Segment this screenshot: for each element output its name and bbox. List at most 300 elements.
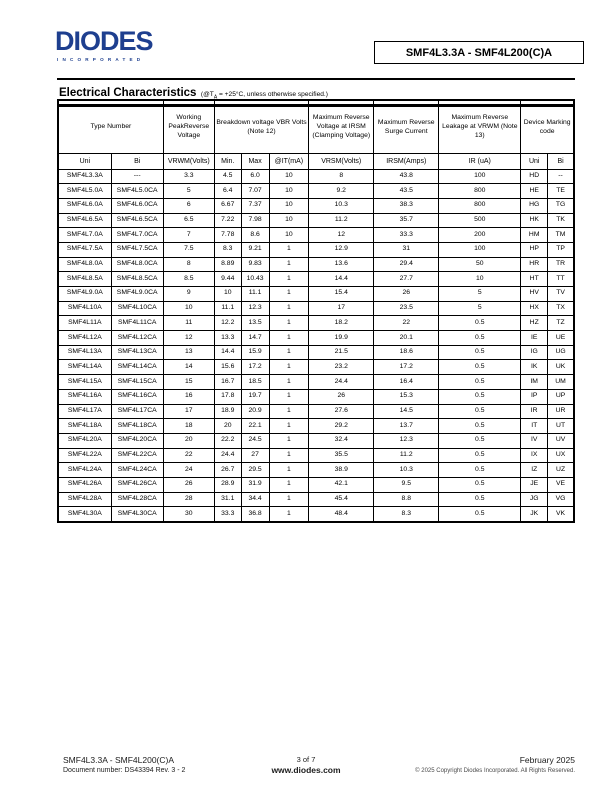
table-cell: 5 [439, 301, 521, 316]
column-header: IR (uA) [439, 153, 521, 169]
table-cell: SMF4L24CA [111, 463, 163, 478]
table-cell: SMF4L13A [58, 345, 111, 360]
table-cell: SMF4L8.0A [58, 257, 111, 272]
table-cell: 17.8 [214, 389, 241, 404]
table-cell: 8.8 [374, 492, 439, 507]
table-row [58, 375, 574, 390]
table-cell: SMF4L7.0CA [111, 228, 163, 243]
part-number-box [374, 41, 584, 64]
table-row [58, 272, 574, 287]
table-cell: 29.4 [374, 257, 439, 272]
table-cell: SMF4L15CA [111, 375, 163, 390]
part-number-range: SMF4L3.3A - SMF4L200(C)A [405, 46, 553, 59]
table-cell: IE [521, 331, 548, 346]
table-cell: 27.6 [309, 404, 374, 419]
table-cell: 10 [439, 272, 521, 287]
table-cell: SMF4L6.0A [58, 198, 111, 213]
table-cell: 6.67 [214, 198, 241, 213]
table-cell: 15 [163, 375, 214, 390]
website-link[interactable]: www.diodes.com [271, 765, 341, 775]
table-cell: IG [521, 345, 548, 360]
table-cell: UK [548, 360, 574, 375]
column-group-header: Maximum Reverse Leakage at VRWM (Note 13) [439, 100, 521, 153]
table-cell: 45.4 [309, 492, 374, 507]
table-row [58, 213, 574, 228]
table-cell: 22 [163, 448, 214, 463]
table-cell: 1 [269, 242, 309, 257]
diodes-logo [55, 28, 175, 62]
table-cell: HV [521, 287, 548, 302]
table-cell: TK [548, 213, 574, 228]
table-cell: 7.37 [241, 198, 269, 213]
table-cell: VK [548, 507, 574, 522]
table-cell: 800 [439, 198, 521, 213]
table-cell: 1 [269, 345, 309, 360]
table-cell: 10 [269, 198, 309, 213]
table-row [58, 198, 574, 213]
table-row [58, 507, 574, 522]
diodes-logo-subtext: INCORPORATED [57, 57, 145, 62]
table-cell: SMF4L16CA [111, 389, 163, 404]
table-cell: 15.3 [374, 389, 439, 404]
table-cell: 8.5 [163, 272, 214, 287]
table-cell: SMF4L26A [58, 477, 111, 492]
page-number: 3 of 7 [296, 755, 316, 764]
table-cell: 20 [163, 433, 214, 448]
table-cell: 19.7 [241, 389, 269, 404]
table-cell: 6.5 [163, 213, 214, 228]
table-cell: UM [548, 375, 574, 390]
table-cell: 29.5 [241, 463, 269, 478]
table-cell: 14.7 [241, 331, 269, 346]
table-cell: 0.5 [439, 463, 521, 478]
table-cell: 12 [163, 331, 214, 346]
table-cell: SMF4L17A [58, 404, 111, 419]
table-cell: SMF4L7.5CA [111, 242, 163, 257]
column-header: VRSM(Volts) [309, 153, 374, 169]
table-cell: SMF4L10CA [111, 301, 163, 316]
table-cell: HR [521, 257, 548, 272]
table-row [58, 389, 574, 404]
column-header: Bi [548, 153, 574, 169]
table-cell: 8.89 [214, 257, 241, 272]
table-cell: 9.21 [241, 242, 269, 257]
table-cell: 0.5 [439, 345, 521, 360]
table-cell: SMF4L15A [58, 375, 111, 390]
table-cell: 0.5 [439, 316, 521, 331]
table-cell: 12.2 [214, 316, 241, 331]
table-cell: 12.9 [309, 242, 374, 257]
table-cell: 10.3 [309, 198, 374, 213]
table-cell: SMF4L26CA [111, 477, 163, 492]
table-cell: TT [548, 272, 574, 287]
table-cell: 38.3 [374, 198, 439, 213]
table-cell: VE [548, 477, 574, 492]
table-cell: TG [548, 198, 574, 213]
table-cell: TR [548, 257, 574, 272]
table-cell: 24.4 [309, 375, 374, 390]
table-cell: 1 [269, 404, 309, 419]
table-row [58, 448, 574, 463]
table-cell: 200 [439, 228, 521, 243]
table-cell: 32.4 [309, 433, 374, 448]
table-cell: SMF4L6.5A [58, 213, 111, 228]
table-cell: 13.3 [214, 331, 241, 346]
table-cell: 48.4 [309, 507, 374, 522]
table-cell: 9.44 [214, 272, 241, 287]
table-cell: 0.5 [439, 360, 521, 375]
table-cell: 3.3 [163, 169, 214, 184]
table-cell: IV [521, 433, 548, 448]
table-cell: 800 [439, 184, 521, 199]
table-cell: 6 [163, 198, 214, 213]
table-cell: SMF4L30CA [111, 507, 163, 522]
table-cell: 7.78 [214, 228, 241, 243]
table-cell: 1 [269, 316, 309, 331]
table-cell: 8.6 [241, 228, 269, 243]
table-cell: 1 [269, 360, 309, 375]
table-cell: 13.6 [309, 257, 374, 272]
table-row [58, 433, 574, 448]
table-cell: 29.2 [309, 419, 374, 434]
table-cell: SMF4L7.0A [58, 228, 111, 243]
table-cell: 33.3 [214, 507, 241, 522]
table-cell: 20.9 [241, 404, 269, 419]
electrical-characteristics-table [57, 99, 575, 523]
table-cell: 100 [439, 242, 521, 257]
table-cell: TX [548, 301, 574, 316]
table-cell: 14.4 [309, 272, 374, 287]
table-cell: 11.2 [309, 213, 374, 228]
footer-right [415, 755, 575, 774]
table-cell: 43.5 [374, 184, 439, 199]
table-cell: IK [521, 360, 548, 375]
table-cell: 34.4 [241, 492, 269, 507]
table-cell: 11.1 [241, 287, 269, 302]
table-cell: 10 [269, 184, 309, 199]
table-cell: 24.4 [214, 448, 241, 463]
table-cell: 1 [269, 375, 309, 390]
table-cell: HX [521, 301, 548, 316]
table-row [58, 301, 574, 316]
table-cell: SMF4L12CA [111, 331, 163, 346]
table-cell: 13.7 [374, 419, 439, 434]
table-cell: 12.3 [374, 433, 439, 448]
table-cell: 38.9 [309, 463, 374, 478]
table-cell: 7.98 [241, 213, 269, 228]
table-cell: 17 [163, 404, 214, 419]
table-cell: 20.1 [374, 331, 439, 346]
table-cell: 8 [163, 257, 214, 272]
table-cell: 11.1 [214, 301, 241, 316]
table-cell: 1 [269, 433, 309, 448]
table-cell: 16.7 [214, 375, 241, 390]
table-row [58, 228, 574, 243]
table-cell: SMF4L14A [58, 360, 111, 375]
table-cell: 0.5 [439, 448, 521, 463]
column-header: Max [241, 153, 269, 169]
table-cell: 15.4 [309, 287, 374, 302]
table-cell: SMF4L30A [58, 507, 111, 522]
column-header: IRSM(Amps) [374, 153, 439, 169]
table-cell: 9 [163, 287, 214, 302]
column-group-header: Maximum Reverse Voltage at IRSM (Clamping Voltage) [309, 100, 374, 153]
table-cell: 26.7 [214, 463, 241, 478]
table-cell: IM [521, 375, 548, 390]
table-cell: 0.5 [439, 477, 521, 492]
table-cell: 21.5 [309, 345, 374, 360]
column-header: Bi [111, 153, 163, 169]
table-cell: SMF4L20A [58, 433, 111, 448]
table-cell: 100 [439, 169, 521, 184]
table-cell: SMF4L17CA [111, 404, 163, 419]
table-cell: 24.5 [241, 433, 269, 448]
table-cell: 1 [269, 419, 309, 434]
table-cell: SMF4L11CA [111, 316, 163, 331]
table-cell: 31 [374, 242, 439, 257]
table-cell: 500 [439, 213, 521, 228]
table-row [58, 316, 574, 331]
table-cell: 13 [163, 345, 214, 360]
table-cell: 13.5 [241, 316, 269, 331]
table-cell: 17.2 [241, 360, 269, 375]
table-cell: 28 [163, 492, 214, 507]
table-cell: 8.3 [214, 242, 241, 257]
table-cell: 1 [269, 492, 309, 507]
table-cell: IX [521, 448, 548, 463]
table-sub-header-row [58, 153, 574, 169]
table-cell: 26 [163, 477, 214, 492]
table-cell: UT [548, 419, 574, 434]
table-cell: 31.9 [241, 477, 269, 492]
table-cell: 0.5 [439, 375, 521, 390]
table-cell: 27 [241, 448, 269, 463]
table-cell: SMF4L6.0CA [111, 198, 163, 213]
table-cell: SMF4L6.5CA [111, 213, 163, 228]
table-cell: 10 [269, 169, 309, 184]
table-cell: 35.7 [374, 213, 439, 228]
footer-date: February 2025 [519, 755, 575, 765]
table-cell: SMF4L12A [58, 331, 111, 346]
table-cell: 8 [309, 169, 374, 184]
column-header: Uni [58, 153, 111, 169]
table-cell: HG [521, 198, 548, 213]
table-row [58, 242, 574, 257]
table-cell: IP [521, 389, 548, 404]
table-cell: 18.5 [241, 375, 269, 390]
table-cell: 10 [214, 287, 241, 302]
table-cell: SMF4L8.0CA [111, 257, 163, 272]
column-group-header: Type Number [58, 100, 163, 153]
table-row [58, 331, 574, 346]
table-cell: HP [521, 242, 548, 257]
table-row [58, 184, 574, 199]
table-cell: 7 [163, 228, 214, 243]
table-cell: 7.22 [214, 213, 241, 228]
table-cell: 17.2 [374, 360, 439, 375]
table-cell: 31.1 [214, 492, 241, 507]
table-row [58, 287, 574, 302]
table-cell: 19.9 [309, 331, 374, 346]
table-cell: SMF4L16A [58, 389, 111, 404]
table-cell: 22.2 [214, 433, 241, 448]
table-row [58, 463, 574, 478]
table-cell: SMF4L9.0CA [111, 287, 163, 302]
table-cell: SMF4L8.5CA [111, 272, 163, 287]
table-cell: UE [548, 331, 574, 346]
table-cell: 17 [309, 301, 374, 316]
table-cell: 1 [269, 287, 309, 302]
table-cell: SMF4L8.5A [58, 272, 111, 287]
table-cell: 0.5 [439, 419, 521, 434]
table-cell: 22.1 [241, 419, 269, 434]
table-cell: 18.2 [309, 316, 374, 331]
table-cell: UP [548, 389, 574, 404]
table-cell: 0.5 [439, 331, 521, 346]
table-cell: -- [548, 169, 574, 184]
table-cell: HT [521, 272, 548, 287]
table-cell: 15.9 [241, 345, 269, 360]
table-cell: SMF4L13CA [111, 345, 163, 360]
table-cell: 14.5 [374, 404, 439, 419]
table-cell: 9.2 [309, 184, 374, 199]
table-cell: IZ [521, 463, 548, 478]
table-cell: 1 [269, 272, 309, 287]
table-cell: 0.5 [439, 404, 521, 419]
column-group-header: Working PeakReverse Voltage [163, 100, 214, 153]
table-cell: VG [548, 492, 574, 507]
table-cell: TE [548, 184, 574, 199]
table-cell: 6.4 [214, 184, 241, 199]
table-cell: 15.6 [214, 360, 241, 375]
footer-copyright: © 2025 Copyright Diodes Incorporated. All Rights Reserved. [415, 768, 575, 774]
table-cell: SMF4L5.0CA [111, 184, 163, 199]
column-header: Uni [521, 153, 548, 169]
table-cell: UZ [548, 463, 574, 478]
column-group-header: Device Marking code [521, 100, 574, 153]
table-cell: 33.3 [374, 228, 439, 243]
table-cell: 1 [269, 257, 309, 272]
table-cell: IT [521, 419, 548, 434]
table-row [58, 404, 574, 419]
table-cell: 14.4 [214, 345, 241, 360]
table-cell: SMF4L18CA [111, 419, 163, 434]
table-cell: HM [521, 228, 548, 243]
table-cell: 24 [163, 463, 214, 478]
table-row [58, 419, 574, 434]
table-cell: 42.1 [309, 477, 374, 492]
table-cell: 7.07 [241, 184, 269, 199]
table-cell: 23.2 [309, 360, 374, 375]
table-cell: 0.5 [439, 507, 521, 522]
table-cell: 1 [269, 389, 309, 404]
table-cell: 8.3 [374, 507, 439, 522]
table-cell: --- [111, 169, 163, 184]
table-cell: 18 [163, 419, 214, 434]
table-cell: 14 [163, 360, 214, 375]
table-row [58, 345, 574, 360]
table-body [58, 169, 574, 522]
table-cell: SMF4L5.0A [58, 184, 111, 199]
table-cell: 18.6 [374, 345, 439, 360]
table-cell: 1 [269, 448, 309, 463]
table-cell: UR [548, 404, 574, 419]
footer-doc-number: Document number: DS43394 Rev. 3 - 2 [63, 767, 186, 774]
table-cell: JK [521, 507, 548, 522]
table-cell: 27.7 [374, 272, 439, 287]
table-cell: 4.5 [214, 169, 241, 184]
table-cell: 0.5 [439, 492, 521, 507]
table-cell: SMF4L22CA [111, 448, 163, 463]
table-cell: TP [548, 242, 574, 257]
table-cell: SMF4L20CA [111, 433, 163, 448]
table-row [58, 492, 574, 507]
table-cell: 30 [163, 507, 214, 522]
table-cell: 23.5 [374, 301, 439, 316]
table-row [58, 257, 574, 272]
table-cell: 28.9 [214, 477, 241, 492]
table-cell: 10.3 [374, 463, 439, 478]
table-cell: 5 [439, 287, 521, 302]
table-cell: UV [548, 433, 574, 448]
column-header: Min. [214, 153, 241, 169]
table-cell: SMF4L28CA [111, 492, 163, 507]
table-cell: 1 [269, 477, 309, 492]
table-row [58, 477, 574, 492]
table-cell: 36.8 [241, 507, 269, 522]
footer-part-range: SMF4L3.3A - SMF4L200(C)A [63, 755, 175, 765]
table-cell: 1 [269, 507, 309, 522]
table-group-header-row [58, 100, 574, 153]
table-cell: 26 [374, 287, 439, 302]
table-cell: 50 [439, 257, 521, 272]
table-cell: 10.43 [241, 272, 269, 287]
table-cell: 11.2 [374, 448, 439, 463]
table-cell: SMF4L18A [58, 419, 111, 434]
table-cell: SMF4L10A [58, 301, 111, 316]
table-cell: JE [521, 477, 548, 492]
table-cell: 1 [269, 301, 309, 316]
table-row [58, 360, 574, 375]
table-cell: SMF4L7.5A [58, 242, 111, 257]
table-cell: SMF4L14CA [111, 360, 163, 375]
table-cell: 10 [269, 228, 309, 243]
table-cell: 22 [374, 316, 439, 331]
table-cell: 7.5 [163, 242, 214, 257]
table-cell: 5 [163, 184, 214, 199]
column-header: VRWM(Volts) [163, 153, 214, 169]
table-cell: TV [548, 287, 574, 302]
table-cell: 1 [269, 463, 309, 478]
column-group-header: Maximum Reverse Surge Current [374, 100, 439, 153]
table-cell: SMF4L3.3A [58, 169, 111, 184]
section-condition: ($@T_A = +25^\circ C$, unless otherwise specified.) [200, 91, 328, 101]
table-cell: 1 [269, 331, 309, 346]
table-cell: 11 [163, 316, 214, 331]
table-cell: 16.4 [374, 375, 439, 390]
table-cell: HZ [521, 316, 548, 331]
table-cell: 9.5 [374, 477, 439, 492]
table-cell: SMF4L28A [58, 492, 111, 507]
table-cell: 6.0 [241, 169, 269, 184]
table-cell: 43.8 [374, 169, 439, 184]
diodes-logo-text: DIODES [55, 26, 153, 56]
table-cell: SMF4L24A [58, 463, 111, 478]
table-cell: 9.83 [241, 257, 269, 272]
table-cell: SMF4L9.0A [58, 287, 111, 302]
table-cell: 35.5 [309, 448, 374, 463]
table-cell: 10 [163, 301, 214, 316]
